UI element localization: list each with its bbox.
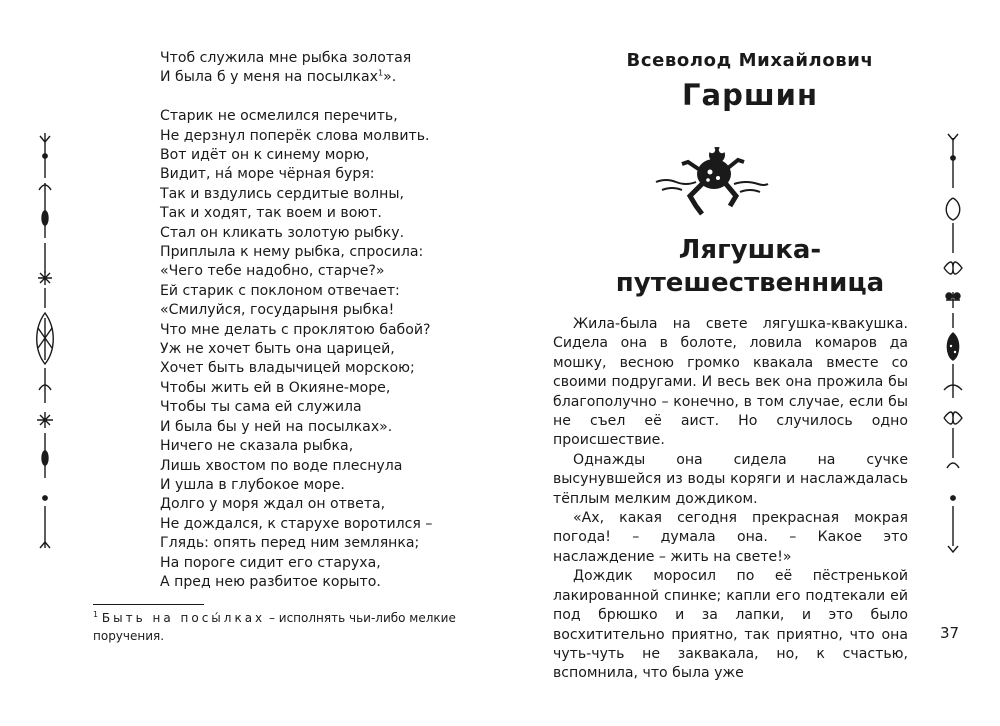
right-page	[500, 0, 1000, 726]
poem-line: Ничего не сказала рыбка,	[160, 438, 354, 455]
poem-line: Вот идёт он к синему морю,	[160, 147, 370, 164]
poem-line-with-footnote	[160, 68, 460, 87]
story-text	[553, 315, 908, 684]
left-vine-ornament-icon	[30, 128, 60, 558]
poem-line: «Чего тебе надобно, старче?»	[160, 263, 385, 280]
poem-line: Не дождался, к старухе воротился –	[160, 515, 433, 532]
poem-line: Долго у моря ждал он ответа,	[160, 496, 386, 513]
frog-illustration-icon	[652, 140, 772, 220]
poem-line: Лишь хвостом по воде плеснула	[160, 457, 403, 474]
poem-line: Стал он кликать золотую рыбку.	[160, 224, 405, 241]
poem-line-end: ».	[383, 69, 397, 86]
poem-line: «Смилуйся, государыня рыбка!	[160, 302, 395, 319]
poem-stanza-1	[160, 49, 460, 88]
poem-line: Чтобы ты сама ей служила	[160, 399, 362, 416]
footnote	[93, 610, 463, 645]
poem-line: Так и ходят, так воем и воют.	[160, 205, 382, 222]
story-paragraph: «Ах, какая сегодня прекрасная мокрая погода! – думала она. – Какое это наслаждение – жить на свете!»	[553, 510, 908, 565]
story-title-line-2: путешественница	[615, 268, 885, 298]
footnote-text: – исполнять чьи-либо мелкие поручения.	[93, 611, 456, 643]
footnote-divider	[93, 604, 204, 605]
poem-line: А пред нею разбитое корыто.	[160, 573, 381, 590]
story-title-line-1: Лягушка-	[678, 235, 822, 265]
poem	[160, 49, 460, 612]
poem-line: И была бы у ней на посылках».	[160, 418, 393, 435]
author-last-name: Гаршин	[682, 78, 818, 112]
poem-line: Чтоб служила мне рыбка золотая	[160, 50, 412, 66]
poem-line: И ушла в глубокое море.	[160, 476, 345, 493]
story-title	[500, 234, 1000, 300]
page-number: 37	[940, 624, 960, 642]
poem-line: На пороге сидит его старуха,	[160, 554, 381, 571]
poem-line: Уж не хочет быть она царицей,	[160, 341, 395, 358]
right-vine-ornament-icon	[938, 128, 968, 558]
story-paragraph: Жила-была на свете лягушка-квакушка. Сидела она в болоте, ловила комаров да мошку, весною громко квакала вместе со своими подругами. И весь век она прожила бы благополучно – конечно, в том случае, если бы не съел её аист. Но случилось одно происшествие.	[553, 316, 908, 449]
poem-line: Ей старик с поклоном отвечает:	[160, 282, 400, 299]
poem-line: Что мне делать с проклятою бабой?	[160, 321, 431, 338]
poem-line: Не дерзнул поперёк слова молвить.	[160, 127, 430, 144]
author-first-name: Всеволод Михайлович	[626, 50, 874, 71]
footnote-marker: 1	[93, 610, 99, 619]
poem-line: Видит, на́ море чёрная буря:	[160, 166, 375, 183]
poem-line: Так и вздулись сердитые волны,	[160, 185, 404, 202]
poem-stanza-2	[160, 107, 460, 592]
poem-line: Хочет быть владычицей морскою;	[160, 360, 415, 377]
poem-line: Чтобы жить ей в Окияне-море,	[160, 379, 391, 396]
footnote-ref[interactable]: 1	[377, 68, 384, 78]
story-paragraph: Однажды она сидела на сучке высунувшейся из воды коряги и наслаждалась тёплым мелким дождиком.	[553, 451, 908, 507]
poem-line: Глядь: опять перед ним землянка;	[160, 535, 420, 552]
poem-line: Старик не осмелился перечить,	[160, 108, 398, 125]
footnote-term: Быть на посы́лках	[101, 611, 266, 625]
story-paragraph: Дождик моросил по её пёстренькой лакированной спинке; капли его подтекали ей под брюшко и за лапки, и это было восхитительно приятно, так приятно, что она чуть-чуть не заквакала, но, к счастью, вспомнила, что была уже	[553, 568, 908, 682]
poem-line-text: И была б у меня на посылках	[160, 69, 378, 86]
poem-line: Приплыла к нему рыбка, спросила:	[160, 244, 424, 261]
